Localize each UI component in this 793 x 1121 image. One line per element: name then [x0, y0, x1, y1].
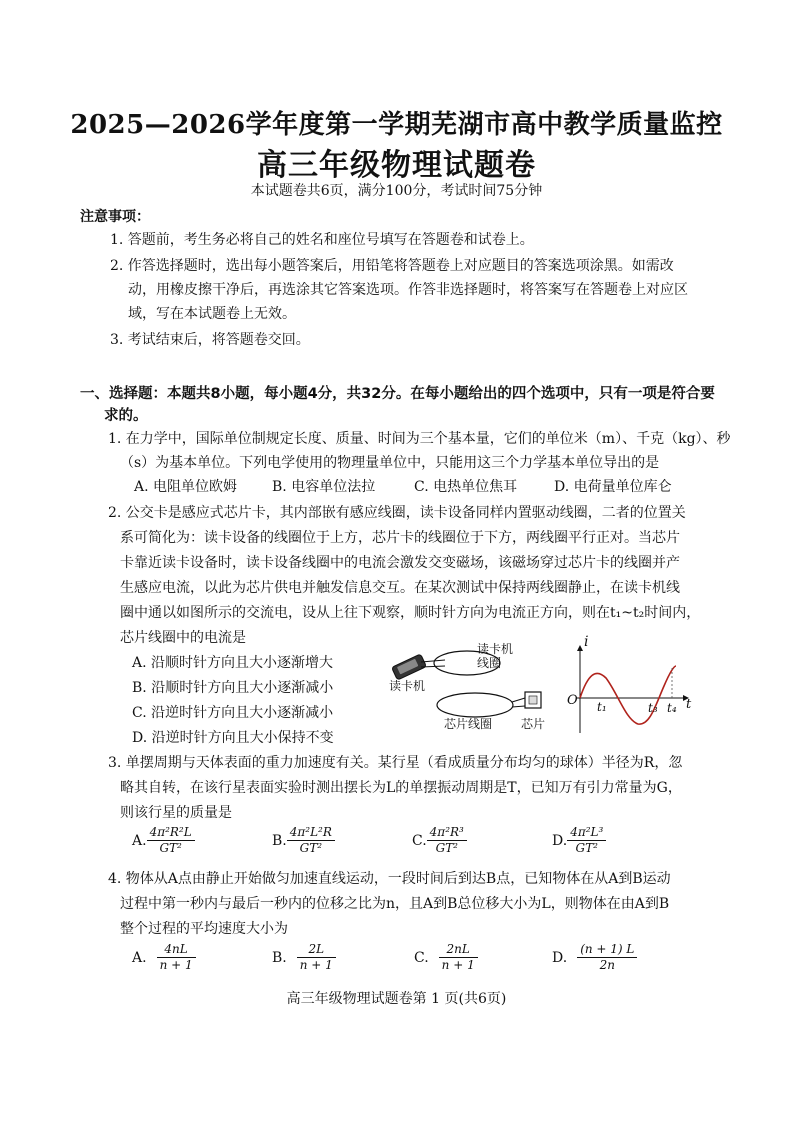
chip-coil-label: 芯片线圈	[444, 717, 493, 731]
tick-t3: t₃	[648, 701, 658, 715]
q2-stem: 生感应电流，以此为芯片供电并触发信息交互。在某次测试中保持两线圈静止，在读卡机线	[120, 580, 680, 596]
q2-stem: 系可简化为：读卡设备的线圈位于上方，芯片卡的线圈位于下方，两线圈平行正对。当芯片	[120, 530, 680, 546]
q3-option-c: C. $\frac{\text{4π²R³}}{\text{GT²}}$	[412, 825, 467, 856]
q3-stem: 则该行星的质量是	[120, 805, 232, 821]
q4-option-d: D. $\frac{(n + 1) L}{2n}$	[552, 942, 637, 973]
q3-option-d: D. $\frac{\text{4π²L³}}{\text{GT²}}$	[552, 825, 606, 856]
current-curve	[580, 666, 676, 724]
q4-stem: 4. 物体从A点由静止开始做匀加速直线运动，一段时间后到达B点，已知物体在从A到B运动	[108, 871, 671, 887]
q4-stem: 整个过程的平均速度大小为	[120, 921, 288, 937]
notice-item: 1. 答题前，考生务必将自己的姓名和座位号填写在答题卷和试卷上。	[110, 232, 534, 248]
q2-option-a: A. 沿顺时针方向且大小逐渐增大	[132, 655, 334, 671]
notice-item: 2. 作答选择题时，选出每小题答案后，用铅笔将答题卷上对应题目的答案选项涂黑。如需改	[110, 258, 674, 274]
current-time-graph	[566, 638, 696, 738]
page-footer: 高三年级物理试题卷第 1 页(共6页)	[286, 991, 507, 1007]
notice-item: 动，用橡皮擦干净后，再选涂其它答案选项。作答非选择题时，将答案写在答题卷上对应区	[128, 282, 688, 298]
q4-option-c: C. $\frac{2nL}{n + 1}$	[414, 942, 478, 973]
exam-title: 2025—2026学年度第一学期芜湖市高中教学质量监控	[70, 110, 723, 140]
q1-option-d: D. 电荷量单位库仑	[554, 479, 672, 495]
q1-stem: （s）为基本单位。下列电学使用的物理量单位中，只能用这三个力学基本单位导出的是	[120, 455, 660, 471]
tick-t1: t₁	[597, 700, 607, 714]
reader-coil-label: 读卡机 线圈	[477, 642, 514, 670]
q2-stem: 圈中通以如图所示的交流电，设从上往下观察，顺时针方向为电流正方向，则在t₁~t₂时间内，	[120, 605, 701, 621]
q3-stem: 3. 单摆周期与天体表面的重力加速度有关。某行星（看成质量分布均匀的球体）半径为R，忽	[108, 755, 683, 771]
q2-option-b: B. 沿顺时针方向且大小逐渐减小	[132, 680, 334, 696]
q2-option-c: C. 沿逆时针方向且大小逐渐减小	[132, 705, 334, 721]
chip-coil	[437, 693, 513, 717]
graph-y-label: i	[584, 634, 589, 650]
q1-option-c: C. 电热单位焦耳	[414, 479, 518, 495]
section-heading-cont: 求的。	[104, 408, 148, 424]
q3-option-a: A. $\frac{\text{4π²R²L}}{\text{GT²}}$	[132, 825, 195, 856]
q1-option-b: B. 电容单位法拉	[272, 479, 376, 495]
graph-x-label: t	[686, 697, 692, 712]
q4-option-a: A. $\frac{4nL}{n + 1}$	[132, 942, 196, 973]
q4-stem: 过程中第一秒内与最后一秒内的位移之比为n，且A到B总位移大小为L，则物体在由A到B	[120, 896, 670, 912]
q2-stem: 卡靠近读卡设备时，读卡设备线圈中的电流会激发交变磁场，该磁场穿过芯片卡的线圈并产	[120, 555, 680, 571]
graph-origin: O	[567, 693, 578, 708]
q3-option-b: B. $\frac{\text{4π²L²R}}{\text{GT²}}$	[272, 825, 335, 856]
notice-heading: 注意事项：	[80, 209, 150, 225]
chip-label: 芯片	[521, 717, 546, 731]
section-heading: 一、选择题：本题共8小题，每小题4分，共32分。在每小题给出的四个选项中，只有一项是符合要	[80, 386, 715, 402]
q1-stem: 1. 在力学中，国际单位制规定长度、质量、时间为三个基本量，它们的单位米（m）、千克（kg）、秒	[108, 431, 731, 447]
reader-label: 读卡机	[389, 679, 426, 693]
q2-option-d: D. 沿逆时针方向且大小保持不变	[132, 730, 334, 746]
tick-t4: t₄	[667, 701, 677, 715]
q4-option-b: B. $\frac{2L}{n + 1}$	[272, 942, 336, 973]
q2-stem: 芯片线圈中的电流是	[120, 630, 246, 646]
q3-stem: 略其自转，在该行星表面实验时测出摆长为L的单摆振动周期是T，已知万有引力常量为G，	[120, 780, 682, 796]
exam-subject-title: 高三年级物理试题卷	[257, 148, 536, 183]
notice-item: 3. 考试结束后，将答题卷交回。	[110, 332, 310, 348]
notice-item: 域，写在本试题卷上无效。	[128, 306, 296, 322]
exam-info: 本试题卷共6页，满分100分，考试时间75分钟	[250, 183, 543, 199]
q1-option-a: A. 电阻单位欧姆	[134, 479, 238, 495]
q2-stem: 2. 公交卡是感应式芯片卡，其内部嵌有感应线圈，读卡设备同样内置驱动线圈，二者的位置关	[108, 505, 686, 521]
